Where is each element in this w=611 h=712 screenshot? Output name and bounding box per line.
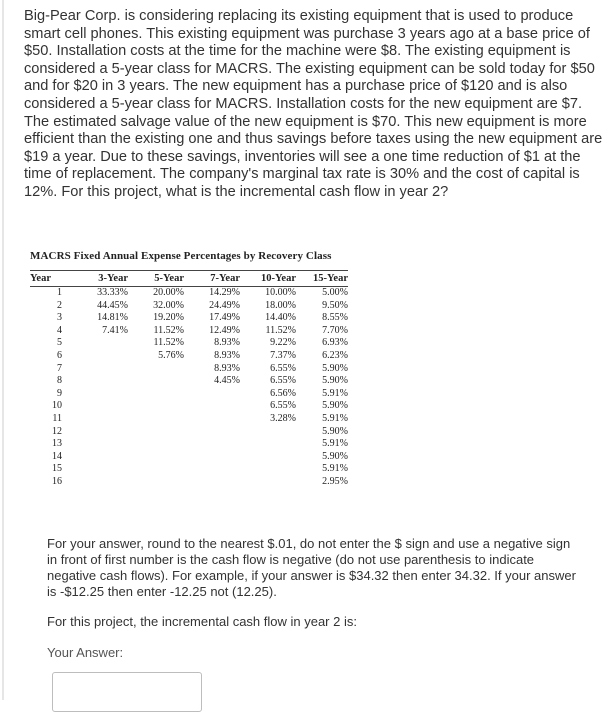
table-cell-value [240, 476, 296, 489]
table-cell-value: 11.52% [153, 337, 184, 349]
table-cell-value: 7.37% [270, 349, 296, 361]
table-cell-value [70, 400, 128, 413]
table-cell-value [184, 451, 240, 464]
table-cell-value: 6.55% [270, 362, 296, 374]
table-cell-value [70, 375, 128, 388]
table-cell-value: 8.93% [214, 337, 240, 349]
table-cell-value [128, 388, 184, 401]
table-row [30, 438, 348, 451]
table-cell-value: 7.41% [102, 324, 128, 336]
table-cell-value: 9.22% [270, 337, 296, 349]
table-cell-value: 5.91% [322, 463, 348, 475]
left-border [2, 0, 4, 700]
table-row [30, 375, 348, 388]
table-cell-value: 8.93% [214, 349, 240, 361]
table-cell-value: 32.00% [153, 299, 184, 311]
table-cell-value: 20.00% [153, 287, 184, 298]
table-cell-year: 11 [52, 412, 62, 424]
header-15-year: 15-Year [313, 273, 348, 284]
table-cell-value [128, 375, 184, 388]
table-cell-value: 6.23% [322, 349, 348, 361]
table-row [30, 426, 348, 439]
table-cell-value [70, 337, 128, 350]
table-cell-year: 6 [57, 349, 62, 361]
table-row [30, 312, 348, 325]
table-cell-value [240, 451, 296, 464]
table-cell-value: 14.81% [97, 312, 128, 324]
table-cell-value: 6.55% [270, 400, 296, 412]
table-cell-year: 5 [57, 337, 62, 349]
table-header-row [30, 271, 348, 286]
table-cell-year: 9 [57, 387, 62, 399]
table-cell-value [240, 426, 296, 439]
table-cell-value: 4.45% [214, 375, 240, 387]
table-cell-value: 8.55% [322, 312, 348, 324]
table-cell-value: 6.56% [270, 387, 296, 399]
macrs-table [30, 271, 348, 489]
table-cell-value: 7.70% [322, 324, 348, 336]
table-cell-value: 5.91% [322, 387, 348, 399]
table-row [30, 363, 348, 376]
table-row [30, 388, 348, 401]
table-cell-value [128, 400, 184, 413]
table-cell-value: 19.20% [153, 312, 184, 324]
table-cell-value [128, 476, 184, 489]
table-cell-value: 5.00% [322, 287, 348, 298]
table-cell-value: 5.90% [322, 425, 348, 437]
table-cell-year: 10 [52, 400, 62, 412]
table-row [30, 451, 348, 464]
table-row [30, 400, 348, 413]
header-7-year: 7-Year [210, 273, 240, 284]
answer-label: Your Answer: [47, 645, 124, 660]
table-cell-value [184, 426, 240, 439]
answer-input[interactable] [52, 672, 202, 712]
table-cell-value: 8.93% [214, 362, 240, 374]
table-cell-year: 13 [52, 438, 62, 450]
table-cell-value: 6.55% [270, 375, 296, 387]
table-cell-value: 6.93% [322, 337, 348, 349]
header-3-year: 3-Year [98, 273, 128, 284]
table-cell-value [70, 476, 128, 489]
table-cell-value [184, 388, 240, 401]
macrs-table-figure [30, 250, 348, 489]
table-cell-value [128, 438, 184, 451]
table-cell-value [184, 413, 240, 426]
table-cell-value: 5.91% [322, 412, 348, 424]
table-cell-value [70, 451, 128, 464]
table-cell-value: 5.90% [322, 375, 348, 387]
table-cell-value: 33.33% [97, 287, 128, 298]
question-text: Big-Pear Corp. is considering replacing its existing equipment that is used to produce smart cell phones. This existing equipment was purchase 3 years ago at a base price of $50. Installation costs at the time for the machine were $8. The existing equipment is considered a 5-year class for MACRS. The existing equipment can be sold today for $50 and for $20 in 3 years. The new equipment has a purchase price of $120 and is also considered a 5-year class for MACRS. Installation costs for the new equipment are $7. The estimated salvage value of the new equipment is $70. This new equipment is more efficient than the existing one and thus savings before taxes using the new equipment are $19 a year. Due to these savings, inventories will see a one time reduction of $1 at the time of replacement. The company's marginal tax rate is 30% and the cost of capital is 12%. For this project, what is the incremental cash flow in year 2? [24, 8, 603, 200]
table-cell-year: 4 [57, 324, 62, 336]
table-cell-value: 3.28% [270, 412, 296, 424]
table-cell-year: 16 [52, 475, 62, 487]
table-cell-year: 7 [57, 362, 62, 374]
table-cell-value [184, 476, 240, 489]
table-cell-value [184, 463, 240, 476]
header-10-year: 10-Year [261, 273, 296, 284]
table-title: MACRS Fixed Annual Expense Percentages by Recovery Class [30, 250, 332, 262]
header-year: Year [30, 273, 51, 284]
table-cell-year: 15 [52, 463, 62, 475]
table-cell-value: 11.52% [153, 324, 184, 336]
table-cell-year: 8 [57, 375, 62, 387]
table-body [30, 287, 348, 489]
table-cell-value [128, 413, 184, 426]
header-5-year: 5-Year [154, 273, 184, 284]
table-cell-value: 17.49% [209, 312, 240, 324]
table-cell-value [128, 451, 184, 464]
table-cell-value [70, 438, 128, 451]
table-cell-value: 5.90% [322, 450, 348, 462]
table-row [30, 287, 348, 300]
table-cell-value: 2.95% [322, 475, 348, 487]
table-cell-value [70, 363, 128, 376]
table-cell-value [70, 388, 128, 401]
table-cell-value: 5.90% [322, 362, 348, 374]
table-row [30, 350, 348, 363]
table-cell-value [240, 463, 296, 476]
table-cell-value: 5.76% [158, 349, 184, 361]
table-cell-value [128, 363, 184, 376]
table-cell-value: 12.49% [209, 324, 240, 336]
table-cell-year: 3 [57, 312, 62, 324]
table-cell-value: 9.50% [322, 299, 348, 311]
table-row [30, 325, 348, 338]
table-cell-value: 18.00% [265, 299, 296, 311]
table-row [30, 413, 348, 426]
table-cell-value: 5.90% [322, 400, 348, 412]
table-row [30, 476, 348, 489]
table-row [30, 463, 348, 476]
answer-prompt: For this project, the incremental cash flow in year 2 is: [47, 614, 357, 629]
table-cell-value [128, 426, 184, 439]
table-cell-value [184, 438, 240, 451]
table-row [30, 337, 348, 350]
answer-instructions: For your answer, round to the nearest $.01, do not enter the $ sign and use a negative sign in front of first number is the cash flow is negative (do not use parenthesis to indicate negative cash flows). For example, if your answer is $34.32 then enter 34.32. If your answer is -$12.25 then enter -12.25 not (12.25). [47, 536, 576, 600]
table-cell-value: 14.40% [265, 312, 296, 324]
table-cell-value [128, 463, 184, 476]
table-cell-value [70, 426, 128, 439]
table-cell-value [184, 400, 240, 413]
table-cell-year: 2 [57, 299, 62, 311]
table-cell-value: 10.00% [265, 287, 296, 298]
table-cell-value: 24.49% [209, 299, 240, 311]
table-cell-value [70, 350, 128, 363]
table-cell-value [70, 413, 128, 426]
table-cell-value [240, 438, 296, 451]
table-cell-value: 11.52% [265, 324, 296, 336]
table-cell-value: 5.91% [322, 438, 348, 450]
table-cell-year: 12 [52, 425, 62, 437]
table-cell-value [70, 463, 128, 476]
table-cell-value: 44.45% [97, 299, 128, 311]
table-cell-year: 14 [52, 450, 62, 462]
table-cell-value: 14.29% [209, 287, 240, 298]
table-row [30, 300, 348, 313]
table-cell-year: 1 [57, 287, 62, 298]
